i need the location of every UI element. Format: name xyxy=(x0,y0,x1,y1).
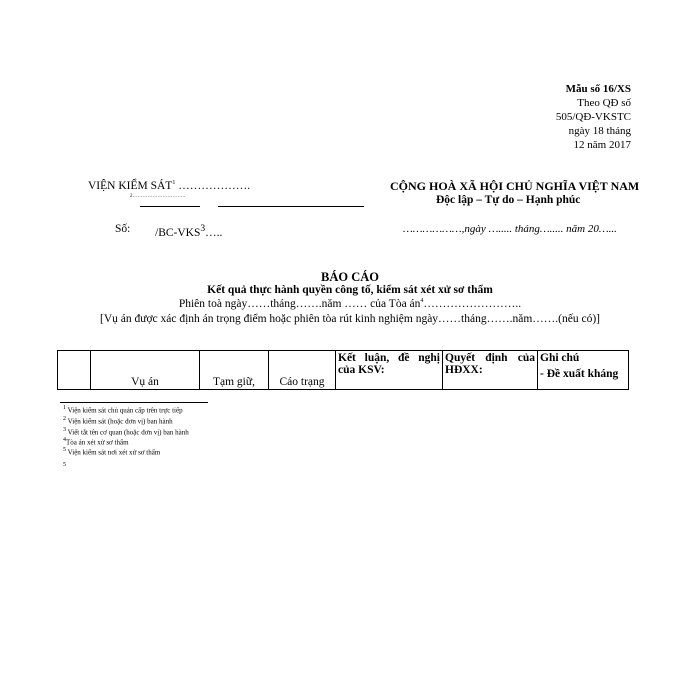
agency-heading xyxy=(88,180,250,192)
nation-name: CỘNG HOÀ XÃ HỘI CHỦ NGHĨA VIỆT NAM xyxy=(390,179,640,193)
report-title: BÁO CÁO xyxy=(321,270,379,284)
form-ref-line: 12 năm 2017 xyxy=(573,139,631,151)
footnote: $^4$Tòa án xét xử sơ thẩm xyxy=(63,437,129,447)
table-col-prosecutor-conclusion: Kết luận, đề nghị của KSV: xyxy=(336,351,443,390)
footnote-ref-3: 3 xyxy=(200,223,206,234)
nation-underline xyxy=(218,206,364,207)
so-label: Số: xyxy=(115,223,131,235)
form-ref-line: ngày 18 tháng xyxy=(568,125,631,137)
form-number: Mẫu số 16/XS xyxy=(565,83,631,95)
notes-proposal: - Đề xuất kháng xyxy=(540,368,619,380)
footnote: 5 xyxy=(63,462,66,468)
table-col-notes xyxy=(538,351,629,390)
table-col-case: Vụ án xyxy=(91,351,200,390)
footnote: $^5$ Viện kiểm sát nơi xét xử sơ thẩm xyxy=(63,447,161,457)
form-ref-line: 505/QĐ-VKSTC xyxy=(555,111,631,123)
form-ref-line: Theo QĐ số xyxy=(577,97,631,109)
table-col-court-decision: Quyết định của HĐXX: xyxy=(443,351,538,390)
report-subtitle: Kết quả thực hành quyền công tố, kiểm sát xét xử sơ thẩm xyxy=(207,284,493,296)
agency-underline xyxy=(140,206,200,207)
session-line xyxy=(0,298,700,310)
agency-fill: ………………. xyxy=(175,180,251,192)
table-col-detention: Tạm giữ, xyxy=(200,351,269,390)
footnote-ref-4: 4 xyxy=(420,298,424,305)
agency-sub: 2………………………….. xyxy=(130,194,185,199)
agency-label: VIỆN KIỂM SÁT xyxy=(88,180,173,192)
table-col-index xyxy=(58,351,91,390)
footnote-rule xyxy=(60,402,208,403)
footnote: $^1$ Viện kiểm sát chủ quản cấp trên trực tiếp xyxy=(63,405,183,415)
doc-code-fill: ….. xyxy=(205,226,223,239)
table-col-indictment: Cáo trạng xyxy=(269,351,336,390)
table-header-row xyxy=(58,351,629,390)
date-line: ………………,ngày …..... tháng…..... năm 20…... xyxy=(403,223,617,235)
footnote: $^2$ Viện kiểm sát (hoặc đơn vị) ban hành xyxy=(63,416,173,426)
footnote: $^3$ Viết tắt tên cơ quan (hoặc đơn vị) ban hành xyxy=(63,427,189,437)
form-number-block xyxy=(556,82,631,152)
nation-motto: Độc lập – Tự do – Hạnh phúc xyxy=(436,194,581,206)
footnote-ref-1: 1 xyxy=(172,180,176,187)
notes-title: Ghi chú xyxy=(540,352,580,364)
session-text: Phiên toà ngày……tháng…….năm …… của Tòa án xyxy=(178,298,421,310)
doc-code-text: /BC-VKS xyxy=(155,226,201,239)
case-note: [Vụ án được xác định án trọng điểm hoặc phiên tòa rút kinh nghiệm ngày……tháng…….năm…….(nếu có)] xyxy=(100,313,600,325)
doc-code xyxy=(155,223,222,239)
session-fill: …………………….. xyxy=(423,298,522,310)
report-table xyxy=(57,350,629,390)
